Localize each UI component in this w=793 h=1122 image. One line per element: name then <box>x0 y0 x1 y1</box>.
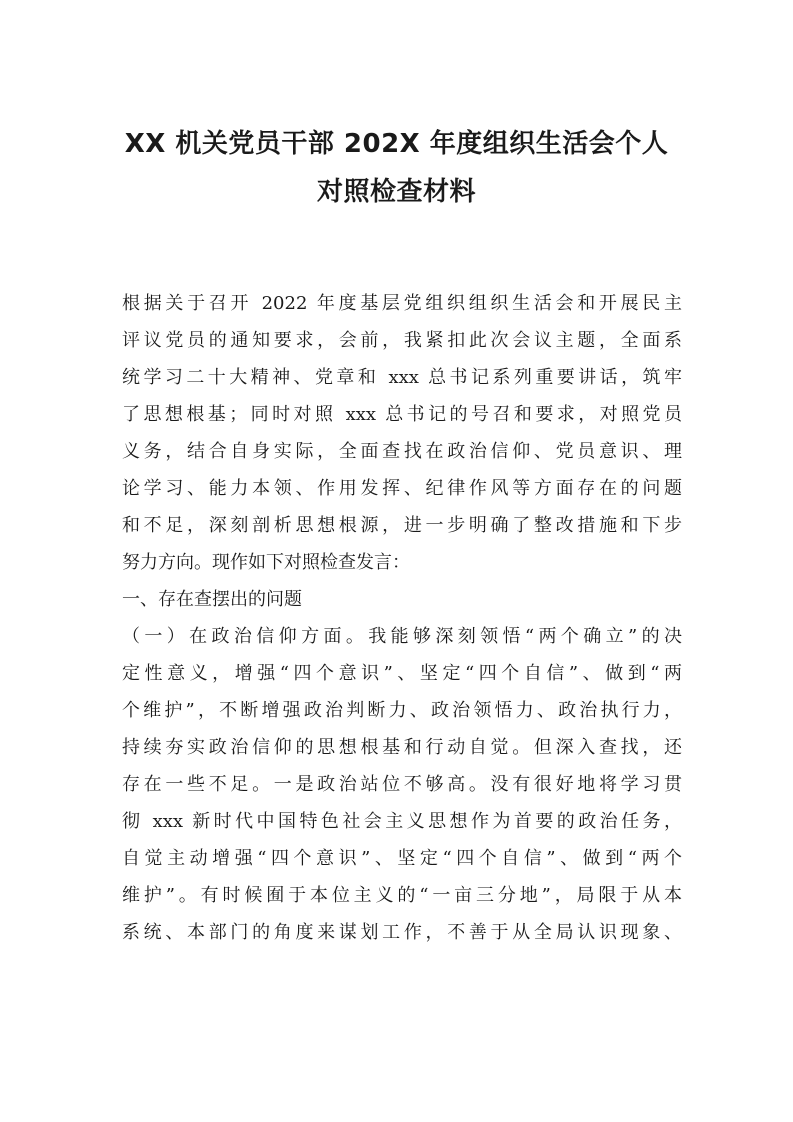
intro-line: 评议党员的通知要求，会前，我紧扣此次会议主题，全面系 <box>122 330 682 351</box>
intro-line: 义务，结合自身实际，全面查找在政治信仰、党员意识、理 <box>122 441 682 462</box>
section-one-line: 个维护”，不断增强政治判断力、政治领悟力、政治执行力， <box>122 700 682 721</box>
document-body <box>122 290 682 943</box>
section-one-line: （一）在政治信仰方面。我能够深刻领悟“两个确立”的决 <box>122 626 682 647</box>
document-title-line-2: 对照检查材料 <box>316 177 476 207</box>
intro-line: 了思想根基；同时对照 xxx 总书记的号召和要求，对照党员 <box>122 404 682 425</box>
section-heading: 一、存在查摆出的问题 <box>122 589 302 610</box>
section-one-line: 系统、本部门的角度来谋划工作，不善于从全局认识现象、 <box>122 922 682 943</box>
section-one-line: 存在一些不足。一是政治站位不够高。没有很好地将学习贯 <box>122 774 682 795</box>
intro-line: 和不足，深刻剖析思想根源，进一步明确了整改措施和下步 <box>122 515 682 536</box>
intro-line: 统学习二十大精神、党章和 xxx 总书记系列重要讲话，筑牢 <box>122 367 682 388</box>
intro-line: 根据关于召开 2022 年度基层党组织组织生活会和开展民主 <box>122 293 682 314</box>
document-title-line-1: XX 机关党员干部 202X 年度组织生活会个人 <box>124 129 669 159</box>
section-one-line: 彻 xxx 新时代中国特色社会主义思想作为首要的政治任务， <box>122 811 682 832</box>
section-one-line: 自觉主动增强“四个意识”、坚定“四个自信”、做到“两个 <box>122 848 682 869</box>
intro-line: 论学习、能力本领、作用发挥、纪律作风等方面存在的问题 <box>122 478 682 499</box>
section-one-line: 维护”。有时候囿于本位主义的“一亩三分地”，局限于从本 <box>122 885 682 906</box>
section-one-line: 持续夯实政治信仰的思想根基和行动自觉。但深入查找，还 <box>122 737 682 758</box>
section-one-line: 定性意义，增强“四个意识”、坚定“四个自信”、做到“两 <box>122 663 682 684</box>
intro-line: 努力方向。现作如下对照检查发言： <box>122 552 410 573</box>
